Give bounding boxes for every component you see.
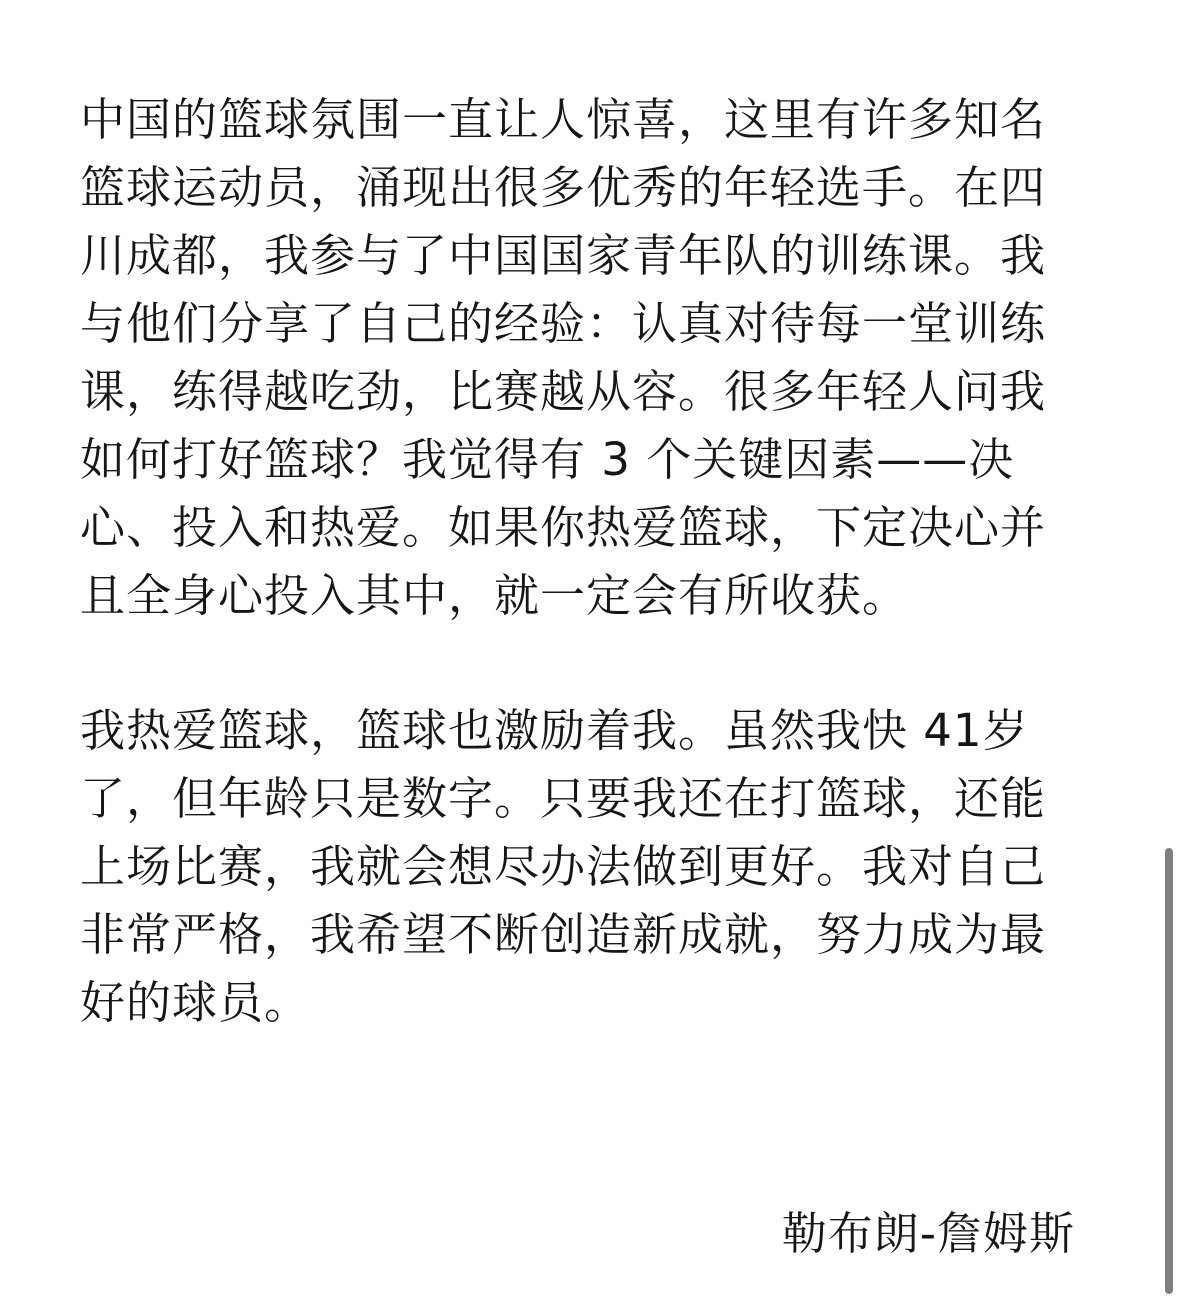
author-signature: 勒布朗-詹姆斯 (781, 1207, 1075, 1260)
paragraph-line: 如何打好篮球？我觉得有 3 个关键因素——决 (80, 433, 1015, 486)
paragraph-line: 好的球员。 (80, 976, 311, 1029)
paragraph-line: 课，练得越吃劲，比赛越从容。很多年轻人问我 (80, 365, 1047, 418)
vertical-scrollbar[interactable] (1165, 848, 1173, 1294)
paragraph-line: 心、投入和热爱。如果你热爱篮球，下定决心并 (80, 501, 1047, 554)
paragraph-line: 川成都，我参与了中国国家青年队的训练课。我 (80, 229, 1047, 282)
paragraph-line: 且全身心投入其中，就一定会有所收获。 (80, 569, 909, 622)
paragraph-1 (80, 86, 1080, 630)
paragraph-line: 非常严格，我希望不断创造新成就，努力成为最 (80, 908, 1047, 961)
paragraph-line: 篮球运动员，涌现出很多优秀的年轻选手。在四 (80, 161, 1047, 214)
article-body (80, 86, 1080, 1037)
paragraph-line: 上场比赛，我就会想尽办法做到更好。我对自己 (80, 840, 1047, 893)
paragraph-line: 中国的篮球氛围一直让人惊喜，这里有许多知名 (80, 93, 1047, 146)
paragraph-line: 了，但年龄只是数字。只要我还在打篮球，还能 (80, 772, 1047, 825)
scrollbar-thumb[interactable] (1165, 848, 1173, 1294)
paragraph-2 (80, 697, 1080, 1037)
paragraph-line: 我热爱篮球，篮球也激励着我。虽然我快 41岁 (80, 704, 1029, 757)
paragraph-line: 与他们分享了自己的经验：认真对待每一堂训练 (80, 297, 1047, 350)
